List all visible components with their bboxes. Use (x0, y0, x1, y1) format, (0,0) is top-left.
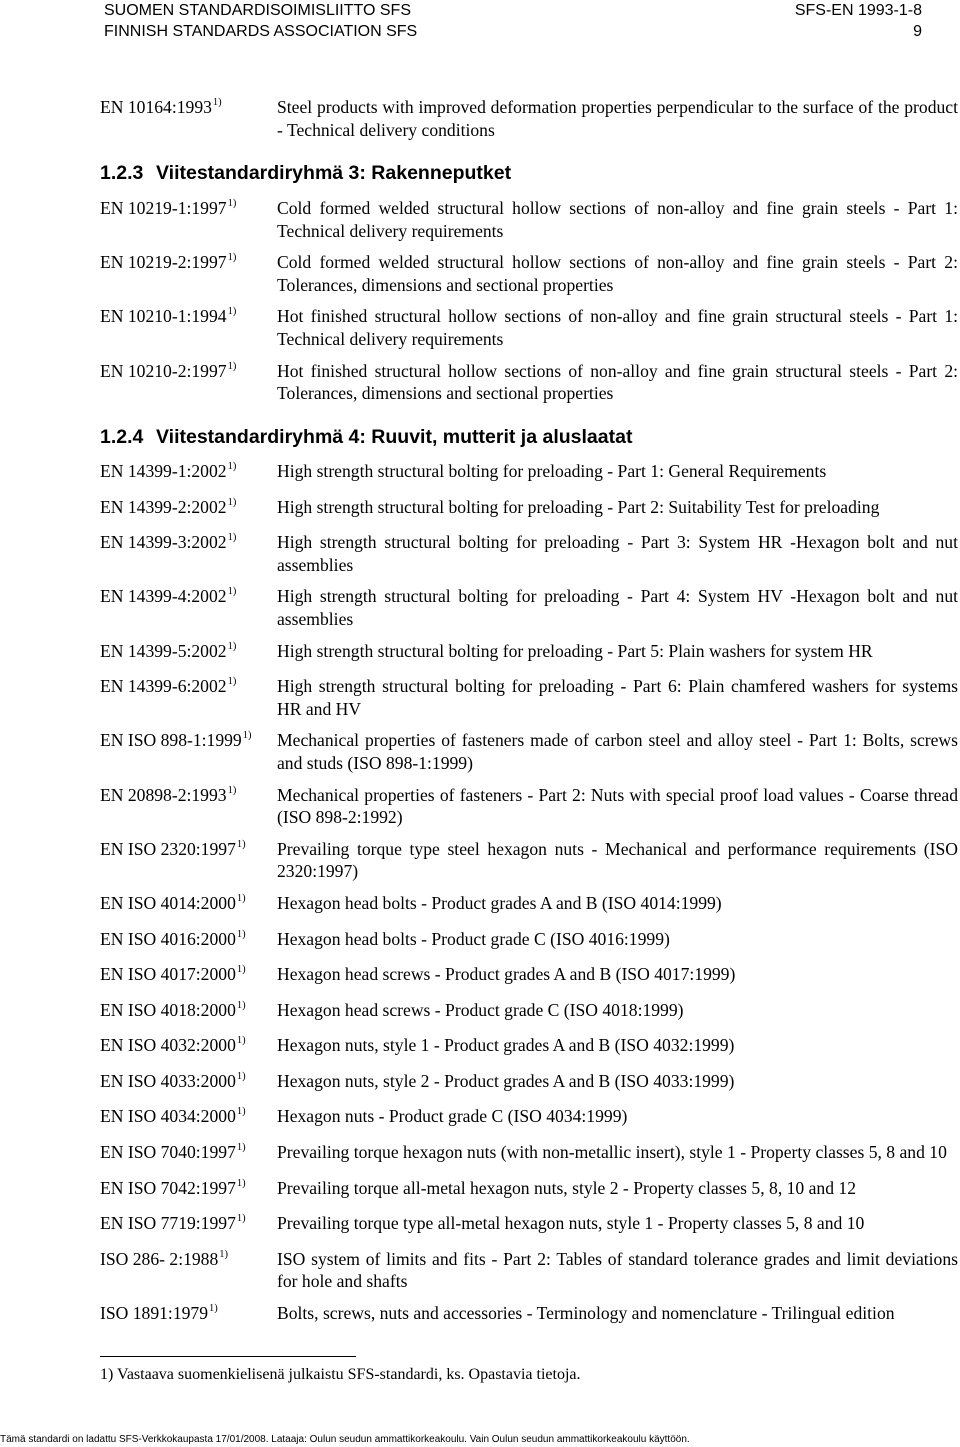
standard-code-text: EN 14399-6:2002 (100, 676, 227, 697)
publisher-name-en: FINNISH STANDARDS ASSOCIATION SFS (104, 23, 418, 40)
footnote-reference: 1) (227, 461, 237, 472)
footnote-reference: 1) (227, 640, 237, 652)
standard-code (100, 963, 277, 990)
footnote-text: Vastaava suomenkielisenä julkaistu SFS-standardi, ks. Opastavia tietoja. (113, 1366, 581, 1383)
footnote-reference: 1) (227, 360, 237, 372)
standard-entry (100, 496, 958, 523)
standard-code (100, 675, 277, 720)
footnote-reference: 1) (236, 1070, 246, 1082)
standard-code (100, 640, 277, 667)
standard-code-text: EN ISO 4032:2000 (100, 1035, 236, 1056)
standard-code-text: EN ISO 4033:2000 (100, 1070, 236, 1091)
standard-code (100, 1177, 277, 1204)
standard-description: Hexagon nuts - Product grade C (ISO 4034:1999) (277, 1106, 628, 1127)
standard-code-text: EN ISO 4034:2000 (100, 1106, 236, 1127)
standard-entry (100, 999, 958, 1026)
standard-code (100, 729, 277, 774)
standard-entry (100, 197, 958, 242)
footnote-reference: 1) (236, 1142, 246, 1154)
standard-code (100, 585, 277, 630)
standard-code-text: EN 14399-3:2002 (100, 532, 227, 553)
standard-description: Hexagon head screws - Product grades A and B (ISO 4017:1999) (277, 964, 736, 985)
standard-code (100, 496, 277, 523)
section-number: 1.2.3 (100, 162, 144, 184)
standard-code (100, 784, 277, 829)
standard-code-text: EN ISO 4016:2000 (100, 928, 236, 949)
standard-code-text: EN 14399-5:2002 (100, 640, 227, 661)
standard-description: High strength structural bolting for preloading - Part 5: Plain washers for system HR (277, 640, 873, 661)
footnote-reference: 1) (219, 1248, 229, 1260)
footnote-reference: 1) (236, 1177, 246, 1189)
section-title: Viitestandardiryhmä 4: Ruuvit, mutterit ja aluslaatat (156, 426, 633, 448)
standard-code-text: EN ISO 7040:1997 (100, 1142, 236, 1163)
standard-entry (100, 963, 958, 990)
standard-entry (100, 729, 958, 774)
standard-code-text: ISO 1891:1979 (100, 1303, 209, 1324)
standard-code (100, 251, 277, 296)
footnote-reference: 1) (236, 838, 246, 850)
standard-code-text: EN 10210-1:1994 (100, 306, 227, 327)
footnote-mark: 1) (100, 1366, 114, 1383)
section-number: 1.2.4 (100, 426, 144, 448)
footnote-reference: 1) (227, 784, 237, 796)
standard-code-text: EN ISO 7042:1997 (100, 1177, 236, 1198)
standard-entry (100, 838, 958, 883)
standard-description: Hexagon nuts, style 2 - Product grades A and B (ISO 4033:1999) (277, 1070, 735, 1091)
standard-entry (100, 1302, 958, 1329)
standard-entry (100, 784, 958, 829)
footnote-reference: 1) (242, 730, 252, 742)
standard-code-text: EN 20898-2:1993 (100, 784, 227, 805)
standard-code (100, 1141, 277, 1168)
standard-description: Prevailing torque all-metal hexagon nuts, style 2 - Property classes 5, 8, 10 and 12 (277, 1177, 857, 1198)
standard-code-text: EN ISO 4014:2000 (100, 892, 236, 913)
standards-list-section-3 (100, 197, 958, 414)
standard-entry (100, 675, 958, 720)
standard-code-text: EN ISO 898-1:1999 (100, 730, 242, 751)
standard-description: ISO system of limits and fits - Part 2: Tables of standard tolerance grades and limit deviations for hole and shafts (277, 1248, 958, 1292)
standard-entry (100, 640, 958, 667)
page-header-line-1 (104, 1, 922, 21)
standard-description: Cold formed welded structural hollow sections of non-alloy and fine grain steels - Part 2: Tolerances, dimensions and sectional properties (277, 252, 958, 295)
standard-description: Hexagon head bolts - Product grades A and B (ISO 4014:1999) (277, 892, 722, 913)
standard-entry (100, 531, 958, 576)
footnote-reference: 1) (212, 97, 222, 108)
page-header-line-2 (104, 22, 922, 42)
standard-description: High strength structural bolting for preloading - Part 4: System HV -Hexagon bolt and nut assemblies (277, 586, 958, 629)
standard-code (100, 892, 277, 919)
standard-code (100, 928, 277, 955)
standard-description: Hot finished structural hollow sections of non-alloy and fine grain structural steels - Part 1: Technical delivery requirements (277, 306, 958, 349)
section-title: Viitestandardiryhmä 3: Rakenneputket (156, 162, 512, 184)
standard-code (100, 1034, 277, 1061)
standard-code (100, 838, 277, 883)
standard-description: High strength structural bolting for preloading - Part 1: General Requirements (277, 461, 827, 481)
standard-description: High strength structural bolting for preloading - Part 6: Plain chamfered washers for systems HR and HV (277, 676, 958, 719)
standard-description: Hexagon head bolts - Product grade C (ISO 4016:1999) (277, 928, 670, 949)
standard-code-text: EN 10164:1993 (100, 97, 212, 117)
footnote-reference: 1) (209, 1303, 218, 1315)
footnote-reference: 1) (236, 999, 246, 1011)
footnote-reference: 1) (236, 1035, 246, 1047)
standard-code (100, 1248, 277, 1293)
standard-code (100, 360, 277, 405)
standard-description: Steel products with improved deformation properties perpendicular to the surface of the product - Technical delivery conditions (277, 97, 958, 140)
standard-code-text: EN ISO 7719:1997 (100, 1213, 236, 1234)
footnote-reference: 1) (236, 892, 246, 904)
footnote-reference: 1) (227, 676, 237, 688)
footnote-reference: 1) (236, 928, 246, 940)
standard-code-text: EN 10219-2:1997 (100, 252, 227, 273)
standard-id: SFS-EN 1993-1-8 (794, 2, 922, 19)
footnote (100, 1365, 581, 1385)
standard-code-text: EN 14399-2:2002 (100, 496, 227, 517)
standard-entry (100, 460, 958, 487)
standard-description: High strength structural bolting for preloading - Part 2: Suitability Test for preloading (277, 496, 880, 517)
standard-entry (100, 1141, 958, 1168)
standard-entry (100, 928, 958, 955)
standard-code-text: EN ISO 4018:2000 (100, 999, 236, 1020)
standard-entry (100, 1248, 958, 1293)
footnote-reference: 1) (227, 496, 237, 508)
publisher-name-fi: SUOMEN STANDARDISOIMISLIITTO SFS (104, 2, 411, 19)
standard-entry (100, 1105, 958, 1132)
standard-description: Hot finished structural hollow sections of non-alloy and fine grain structural steels - Part 2: Tolerances, dimensions and sectional properties (277, 360, 958, 404)
standard-entry (100, 1177, 958, 1204)
standard-description: Mechanical properties of fasteners made of carbon steel and alloy steel - Part 1: Bolts, screws and studs (ISO 898-1:1999) (277, 730, 958, 773)
standard-code (100, 999, 277, 1026)
footnote-reference: 1) (236, 1106, 246, 1118)
standard-description: Prevailing torque type all-metal hexagon nuts, style 1 - Property classes 5, 8 and 10 (277, 1213, 865, 1234)
footnote-reference: 1) (227, 586, 237, 598)
footnote-reference: 1) (227, 532, 237, 544)
standard-code (100, 1070, 277, 1097)
standard-entry (100, 96, 958, 141)
standard-entry (100, 360, 958, 405)
section-heading-1-2-4 (100, 425, 632, 449)
footnote-divider (100, 1356, 356, 1357)
standard-description: Bolts, screws, nuts and accessories - Terminology and nomenclature - Trilingual edition (277, 1303, 895, 1324)
standard-code-text: ISO 286- 2:1988 (100, 1248, 219, 1269)
standard-entry (100, 251, 958, 296)
standard-entry (100, 892, 958, 919)
standards-list-top (100, 96, 958, 150)
standard-code-text: EN 14399-1:2002 (100, 461, 227, 481)
standard-code (100, 1302, 277, 1329)
footnote-reference: 1) (227, 252, 237, 264)
standard-description: High strength structural bolting for preloading - Part 3: System HR -Hexagon bolt and nut assemblies (277, 532, 958, 575)
standard-entry (100, 305, 958, 350)
page-number: 9 (913, 23, 922, 40)
standard-description: Mechanical properties of fasteners - Part 2: Nuts with special proof load values - Coarse thread (ISO 898-2:1992) (277, 784, 958, 828)
standard-code (100, 305, 277, 350)
standard-code (100, 1105, 277, 1132)
standard-code (100, 197, 277, 242)
standard-code-text: EN ISO 4017:2000 (100, 964, 236, 985)
standard-code-text: EN 14399-4:2002 (100, 586, 227, 607)
standard-entry (100, 1070, 958, 1097)
standard-description: Hexagon head screws - Product grade C (ISO 4018:1999) (277, 999, 684, 1020)
footnote-reference: 1) (236, 964, 246, 976)
standard-code-text: EN 10210-2:1997 (100, 360, 227, 381)
standard-entry (100, 585, 958, 630)
standard-description: Prevailing torque hexagon nuts (with non-metallic insert), style 1 - Property classes 5, 8 and 10 (277, 1142, 947, 1163)
standard-description: Prevailing torque type steel hexagon nuts - Mechanical and performance requirements (ISO 2320:1997) (277, 838, 958, 882)
footnote-reference: 1) (227, 198, 237, 209)
standard-description: Hexagon nuts, style 1 - Product grades A and B (ISO 4032:1999) (277, 1035, 735, 1056)
standard-code (100, 1212, 277, 1239)
standard-code (100, 460, 277, 487)
standard-description: Cold formed welded structural hollow sections of non-alloy and fine grain steels - Part 1: Technical delivery requirements (277, 198, 958, 241)
standard-code (100, 96, 277, 141)
section-heading-1-2-3 (100, 161, 511, 185)
standard-code (100, 531, 277, 576)
standard-code-text: EN 10219-1:1997 (100, 198, 227, 218)
standard-entry (100, 1034, 958, 1061)
standard-code-text: EN ISO 2320:1997 (100, 838, 236, 859)
footnote-reference: 1) (227, 306, 237, 318)
footnote-reference: 1) (236, 1213, 246, 1225)
standards-list-section-4 (100, 460, 958, 1338)
download-notice: Tämä standardi on ladattu SFS-Verkkokaupasta 17/01/2008. Lataaja: Oulun seudun ammattikorkeakoulu. Vain Oulun seudun ammattikorkeakoulu käyttöön. (0, 1434, 690, 1445)
standard-entry (100, 1212, 958, 1239)
